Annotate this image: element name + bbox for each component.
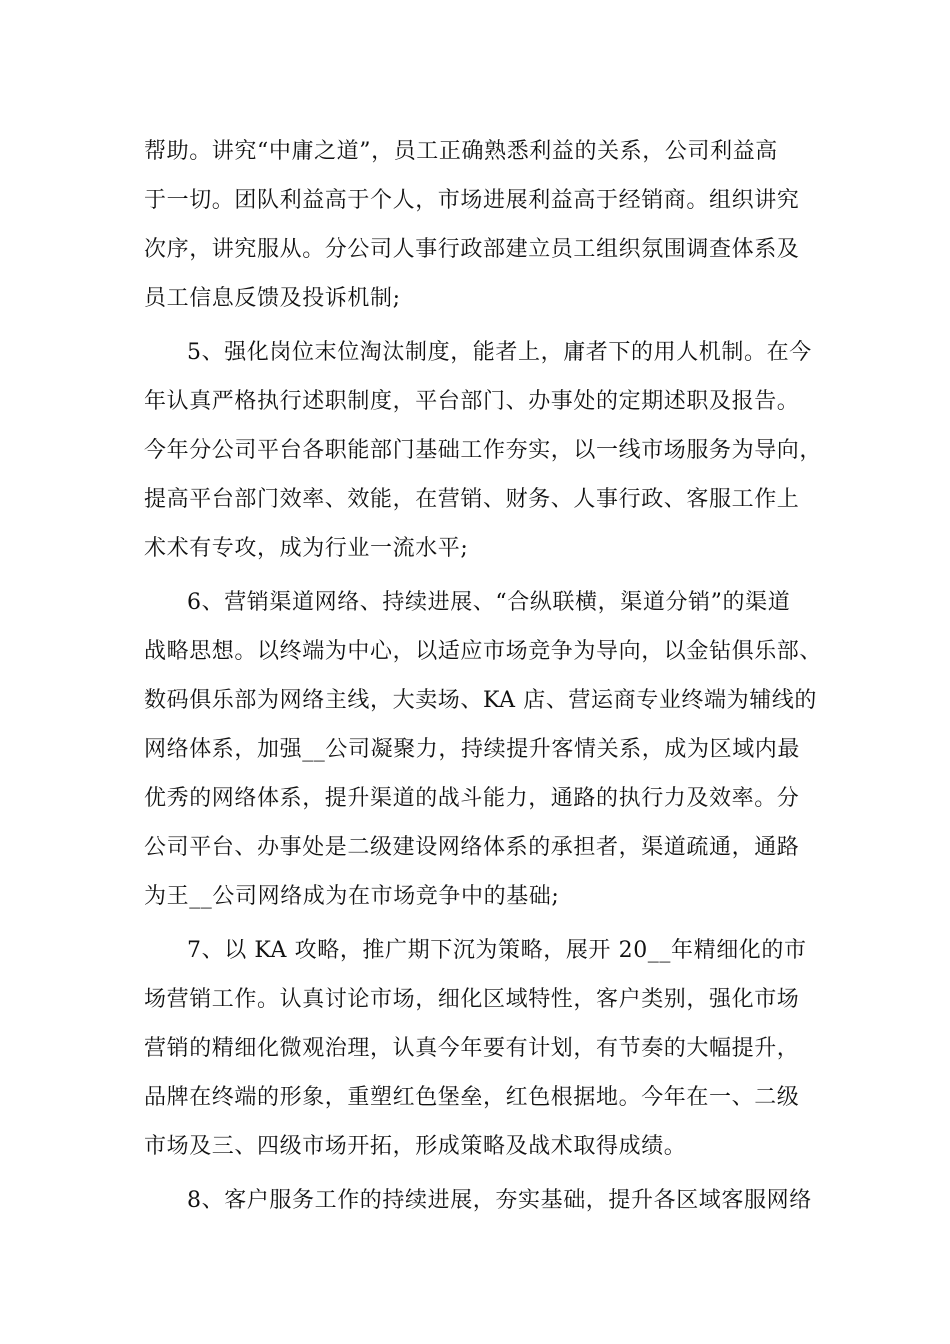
text-line: 数码俱乐部为网络主线，大卖场、KA 店、营运商专业终端为辅线的	[144, 688, 818, 713]
text-line: 帮助。讲究“中庸之道”，员工正确熟悉利益的关系，公司利益高	[144, 139, 778, 164]
text-line: 网络体系，加强__公司凝聚力，持续提升客情关系，成为区域内最	[144, 737, 801, 762]
paragraph-start-8: 8、客户服务工作的持续进展，夯实基础，提升各区域客服网络	[187, 1188, 812, 1213]
text-line: 场营销工作。认真讨论市场，细化区域特性，客户类别，强化市场	[144, 987, 800, 1012]
text-line: 于一切。团队利益高于个人，市场进展利益高于经销商。组织讲究	[144, 188, 800, 213]
text-line: 为王__公司网络成为在市场竞争中的基础;	[144, 884, 560, 909]
text-line: 次序，讲究服从。分公司人事行政部建立员工组织氛围调查体系及	[144, 237, 800, 262]
text-line: 优秀的网络体系，提升渠道的战斗能力，通路的执行力及效率。分	[144, 786, 800, 811]
text-line: 营销的精细化微观治理，认真今年要有计划，有节奏的大幅提升，	[144, 1036, 800, 1061]
text-line: 品牌在终端的形象，重塑红色堡垒，红色根据地。今年在一、二级	[144, 1085, 800, 1110]
text-line: 今年分公司平台各职能部门基础工作夯实，以一线市场服务为导向，	[144, 438, 823, 463]
text-line: 市场及三、四级市场开拓，形成策略及战术取得成绩。	[144, 1134, 687, 1159]
paragraph-start-5: 5、强化岗位末位淘汰制度，能者上，庸者下的用人机制。在今	[187, 340, 812, 365]
paragraph-start-7: 7、以 KA 攻略，推广期下沉为策略，展开 20__年精细化的市	[187, 938, 807, 963]
text-line: 员工信息反馈及投诉机制;	[144, 286, 401, 311]
text-line: 术术有专攻，成为行业一流水平;	[144, 536, 469, 561]
text-line: 年认真严格执行述职制度，平台部门、办事处的定期述职及报告。	[144, 389, 800, 414]
paragraph-start-6: 6、营销渠道网络、持续进展、“合纵联横，渠道分销”的渠道	[187, 590, 791, 615]
text-line: 公司平台、办事处是二级建设网络体系的承担者，渠道疏通，通路	[144, 835, 800, 860]
text-line: 提高平台部门效率、效能，在营销、财务、人事行政、客服工作上	[144, 487, 800, 512]
text-line: 战略思想。以终端为中心，以适应市场竞争为导向，以金钻俱乐部、	[144, 639, 823, 664]
